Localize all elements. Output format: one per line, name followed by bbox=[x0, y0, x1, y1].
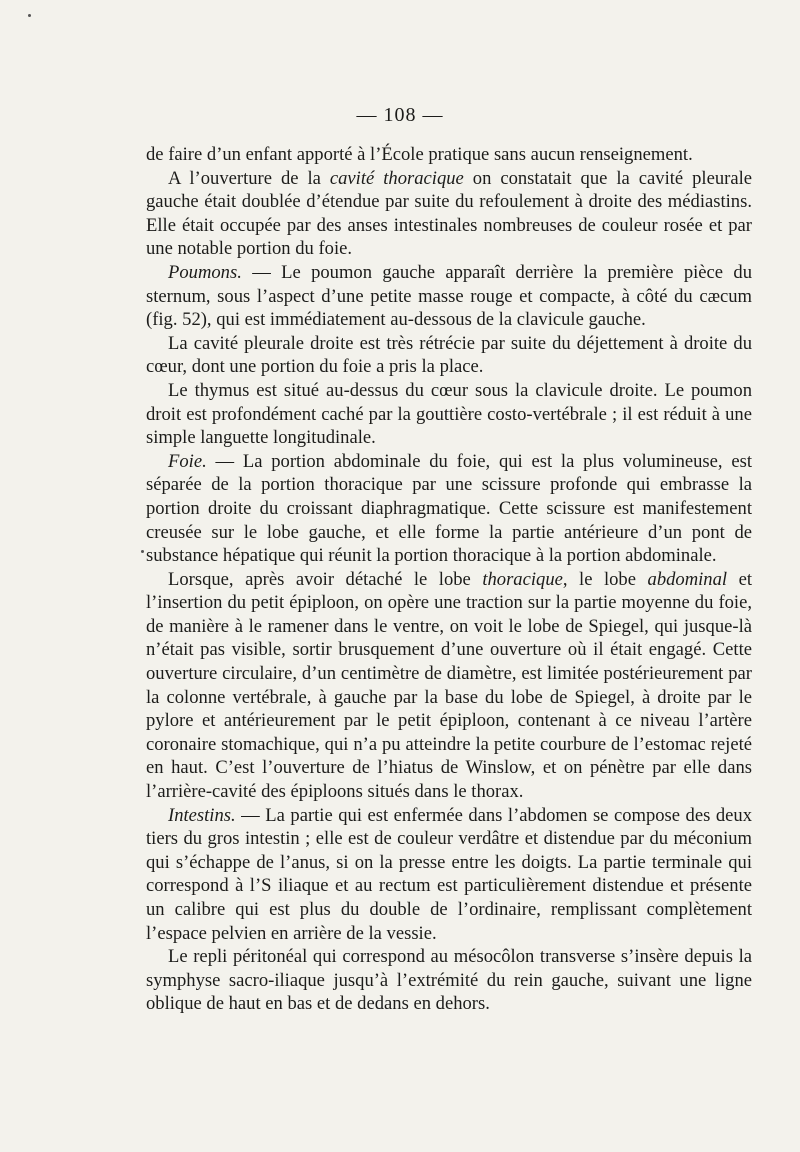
text-run: A l’ouverture de la bbox=[168, 167, 330, 189]
text-run: — La portion abdominale du foie, qui est la plus volumineuse, est séparée de la portion thoracique par une scissure profonde qui embrasse la portion droite du croissant diaphragmatique. Cette scissure est manifestement creusée sur le lobe gauche, et elle forme la partie antérieure d’un pont de substance hépatique qui réunit la portion thoracique à la portion abdominale. bbox=[146, 450, 752, 567]
italic-run: Intestins. bbox=[168, 804, 236, 826]
text-run: et l’insertion du petit épiploon, on opère une traction sur la partie moyenne du foie, de manière à le ramener dans le ventre, on voit le lobe de Spiegel, qui jusque-là n’était pas visible, sortir brusquement d’une ouverture où il était engagé. Cette ouverture circulaire, d’un centimètre de diamètre, est limitée postérieurement par la colonne vertébrale, à gauche par la base du lobe de Spiegel, à droite par le pylore et antérieurement par le petit épiploon, contenant à ce niveau l’artère coronaire stomachique, qui n’a pu atteindre la petite courbure de l’estomac rejeté en haut. C’est l’ouverture de l’hiatus de Winslow, et on pénètre par elle dans l’arrière-cavité des épiploons situés dans le thorax. bbox=[146, 568, 752, 803]
page-number: — 108 — bbox=[356, 104, 444, 126]
text-run: , le lobe bbox=[562, 568, 648, 590]
text-run: de faire d’un enfant apporté à l’École pratique sans aucun renseignement. bbox=[146, 144, 693, 165]
italic-run: thoracique bbox=[482, 568, 563, 590]
paragraph bbox=[146, 804, 752, 946]
text-run: — Le poumon gauche apparaît derrière la première pièce du sternum, sous l’aspect d’une petite masse rouge et compacte, à côté du cæcum (fig. 52), qui est immédiatement au-dessous de la clavicule gauche. bbox=[146, 261, 752, 331]
paragraph bbox=[146, 143, 752, 167]
italic-run: cavité thoracique bbox=[329, 167, 464, 189]
text-run: on constatait que la cavité pleurale gauche était doublée d’étendue par suite du refoulement à droite des médiastins. Elle était occupée par des anses intestinales nombreuses de couleur rosée et par une notable portion du foie. bbox=[146, 167, 753, 260]
paragraph bbox=[146, 167, 752, 261]
text-run: Lorsque, après avoir détaché le lobe bbox=[168, 568, 483, 590]
text-run: Le thymus est situé au-dessus du cœur sous la clavicule droite. Le poumon droit est profondément caché par la gouttière costo-vertébrale ; il est réduit à une simple languette longitudinale. bbox=[146, 379, 752, 449]
scan-speck bbox=[141, 550, 144, 553]
italic-run: abdominal bbox=[647, 568, 728, 590]
paragraph bbox=[146, 568, 752, 804]
text-run: Le repli péritonéal qui correspond au mésocôlon transverse s’insère depuis la symphyse sacro-iliaque jusqu’à l’extrémité du rein gauche, suivant une ligne oblique de haut en bas et de dedans en dehors. bbox=[146, 946, 752, 1015]
text-run: — La partie qui est enfermée dans l’abdomen se compose des deux tiers du gros intestin ; elle est de couleur verdâtre et distendue par du méconium qui s’échappe de l’anus, si on la presse entre les doigts. La partie terminale qui correspond à l’S iliaque et au rectum est particulièrement distendue et présente un calibre qui est plus du double de l’ordinaire, remplissant complètement l’espace pelvien en arrière de la vessie. bbox=[146, 804, 752, 944]
paragraph bbox=[146, 379, 752, 450]
paragraph bbox=[146, 261, 752, 332]
paragraph bbox=[146, 450, 752, 568]
italic-run: Foie. bbox=[168, 450, 207, 472]
italic-run: Poumons. bbox=[168, 261, 242, 283]
paragraph bbox=[146, 945, 752, 1016]
body-text bbox=[146, 143, 752, 1016]
text-run: La cavité pleurale droite est très rétrécie par suite du déjettement à droite du cœur, dont une portion du foie a pris la place. bbox=[146, 332, 752, 378]
scan-speck bbox=[28, 14, 31, 17]
paragraph bbox=[146, 332, 752, 379]
